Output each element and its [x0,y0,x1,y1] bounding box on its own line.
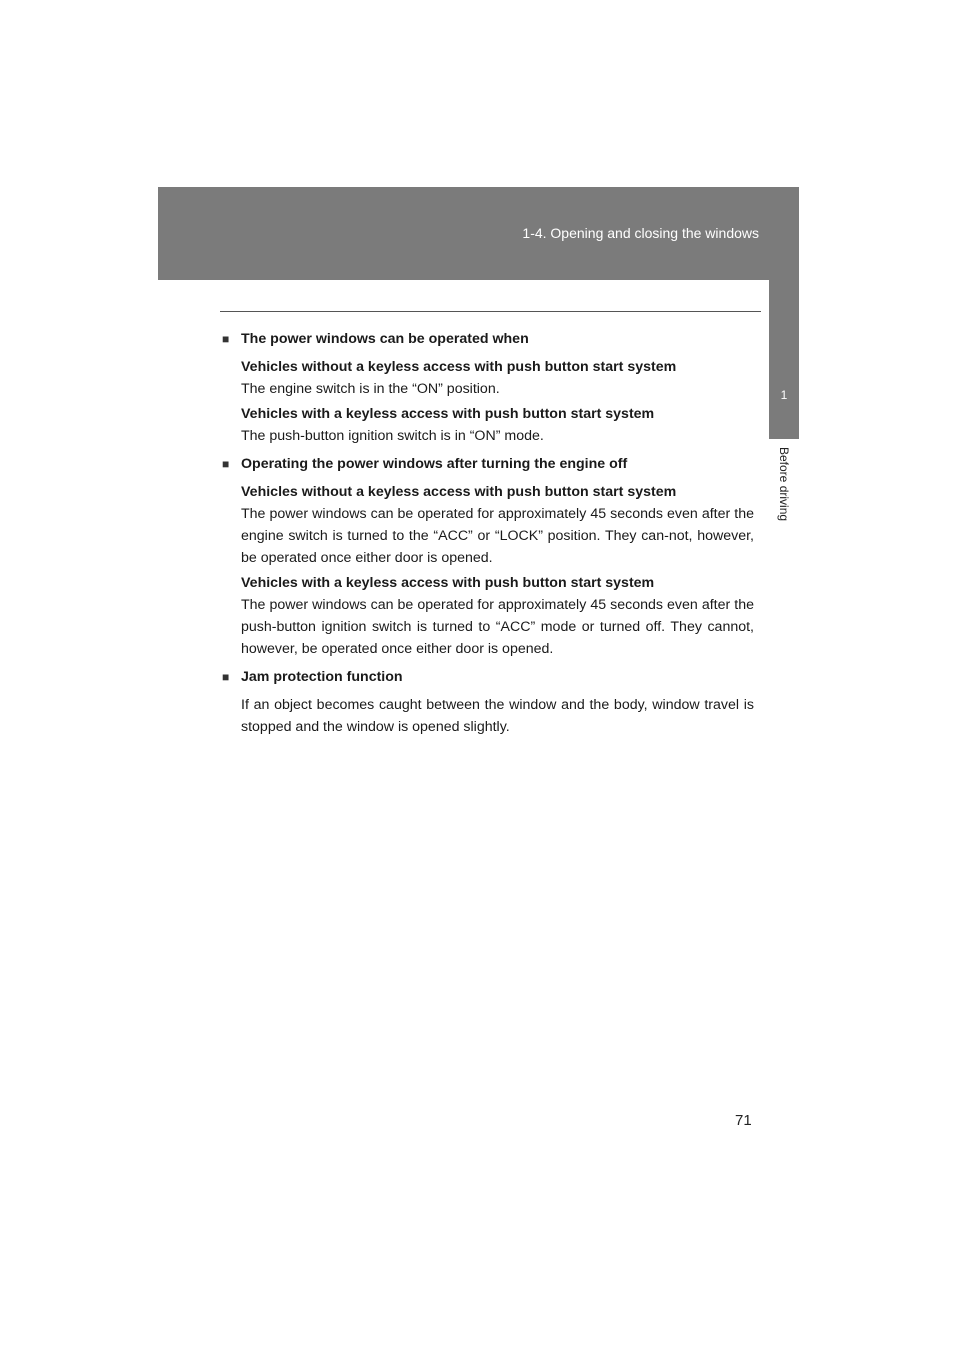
paragraph: The engine switch is in the “ON” position. [241,381,500,397]
section-heading: The power windows can be operated when [241,331,529,347]
page-header [158,187,799,280]
sub-heading: Vehicles with a keyless access with push button start system [241,406,655,422]
section [222,453,754,660]
chapter-tab [769,280,799,439]
section-heading: Jam protection function [241,669,403,685]
square-bullet-icon: ■ [222,457,230,471]
page-content [222,328,754,741]
section [222,666,754,738]
header-rule [220,311,761,312]
paragraph: The push-button ignition switch is in “ON” mode. [241,428,544,444]
chapter-number: 1 [780,388,788,402]
paragraph: The power windows can be operated for approximately 45 seconds even after the engine switch is turned to the “ACC” or “LOCK” position. They can-not, however, be operated once either door is opened. [241,506,754,566]
paragraph: If an object becomes caught between the window and the body, window travel is stopped and the window is opened slightly. [241,697,754,735]
square-bullet-icon: ■ [222,670,230,684]
sub-heading: Vehicles with a keyless access with push button start system [241,575,655,591]
chapter-label: Before driving [777,447,791,522]
section [222,328,754,447]
paragraph: The power windows can be operated for approximately 45 seconds even after the push-button ignition switch is turned to “ACC” mode or turned off. They cannot, however, be operated once either door is opened. [241,597,754,657]
header-title: 1-4. Opening and closing the windows [522,225,759,241]
page-number: 71 [735,1112,752,1129]
sub-heading: Vehicles without a keyless access with push button start system [241,359,677,375]
section-heading: Operating the power windows after turning the engine off [241,456,628,472]
sub-heading: Vehicles without a keyless access with push button start system [241,484,677,500]
square-bullet-icon: ■ [222,332,230,346]
